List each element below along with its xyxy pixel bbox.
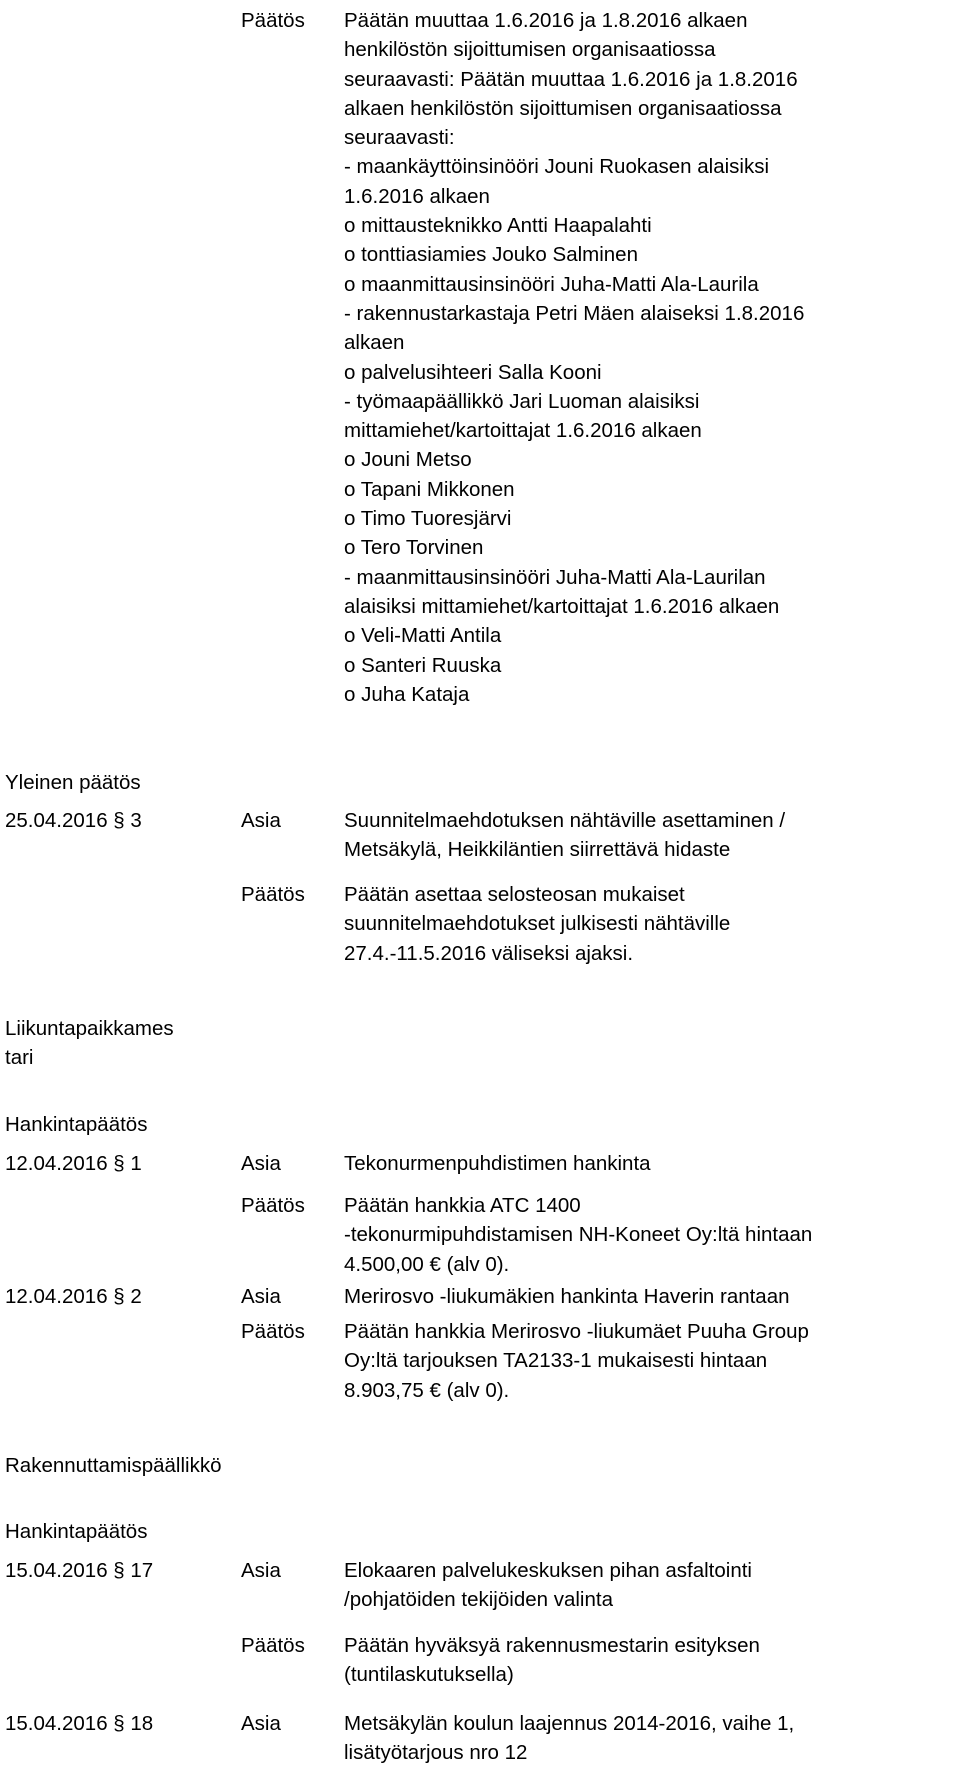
entry-text	[344, 1149, 944, 1178]
text-line: 1.6.2016 alkaen	[344, 184, 490, 208]
text-line: o Timo Tuoresjärvi	[344, 507, 512, 531]
entry-label: Päätös	[241, 1634, 305, 1657]
entry-label: Asia	[241, 1152, 281, 1175]
entry-text	[344, 1317, 944, 1405]
text-line: suunnitelmaehdotukset julkisesti nähtäville	[344, 912, 731, 936]
section-heading: Hankintapäätös	[5, 1520, 148, 1543]
text-line: o palvelusihteeri Salla Kooni	[344, 360, 602, 384]
entry-text	[344, 1631, 944, 1690]
entry-text	[344, 1282, 944, 1311]
text-line: alkaen henkilöstön sijoittumisen organisaatiossa	[344, 96, 782, 120]
entry-label: Asia	[241, 809, 281, 832]
text-line: o maanmittausinsinööri Juha-Matti Ala-Laurila	[344, 272, 759, 296]
text-line: 27.4.-11.5.2016 väliseksi ajaksi.	[344, 941, 634, 965]
entry-text	[344, 1556, 944, 1615]
entry-label: Päätös	[241, 9, 305, 32]
text-line: Tekonurmenpuhdistimen hankinta	[344, 1152, 651, 1175]
text-line: - rakennustarkastaja Petri Mäen alaiseksi 1.8.2016	[344, 301, 805, 325]
text-line: (tuntilaskutuksella)	[344, 1663, 514, 1687]
text-line: o Tero Torvinen	[344, 536, 484, 560]
text-line: - työmaapäällikkö Jari Luoman alaisiksi	[344, 389, 700, 413]
section-heading: Yleinen päätös	[5, 771, 141, 794]
entry-text	[344, 6, 944, 709]
text-line: o Juha Kataja	[344, 682, 470, 706]
text-line: Päätän asettaa selosteosan mukaiset	[344, 883, 685, 906]
entry-label: Päätös	[241, 883, 305, 906]
entry-label: Asia	[241, 1559, 281, 1582]
entry-text	[344, 880, 944, 968]
entry-label: Asia	[241, 1285, 281, 1308]
text-line: Päätän hyväksyä rakennusmestarin esityksen	[344, 1634, 760, 1657]
entry-date: 12.04.2016 § 2	[5, 1285, 142, 1308]
text-line: alaisiksi mittamiehet/kartoittajat 1.6.2016 alkaen	[344, 594, 780, 618]
section-title-line: Liikuntapaikkames	[5, 1017, 174, 1040]
entry-label: Asia	[241, 1712, 281, 1735]
text-line: Oy:ltä tarjouksen TA2133-1 mukaisesti hintaan	[344, 1349, 768, 1373]
text-line: seuraavasti:	[344, 126, 455, 150]
text-line: 4.500,00 € (alv 0).	[344, 1252, 510, 1276]
text-line: o Veli-Matti Antila	[344, 624, 502, 648]
text-line: Päätän muuttaa 1.6.2016 ja 1.8.2016 alkaen	[344, 9, 748, 32]
section-title	[5, 1014, 174, 1073]
text-line: -tekonurmipuhdistamisen NH-Koneet Oy:ltä hintaan	[344, 1223, 813, 1247]
text-line: Suunnitelmaehdotuksen nähtäville asettaminen /	[344, 809, 786, 832]
entry-label: Päätös	[241, 1194, 305, 1217]
text-line: Metsäkylän koulun laajennus 2014-2016, vaihe 1,	[344, 1712, 795, 1735]
text-line: lisätyötarjous nro 12	[344, 1741, 528, 1765]
entry-text	[344, 1709, 944, 1768]
text-line: /pohjatöiden tekijöiden valinta	[344, 1588, 613, 1612]
text-line: o tonttiasiamies Jouko Salminen	[344, 243, 638, 267]
text-line: mittamiehet/kartoittajat 1.6.2016 alkaen	[344, 419, 702, 443]
text-line: henkilöstön sijoittumisen organisaatiossa	[344, 38, 716, 62]
text-line: - maankäyttöinsinööri Jouni Ruokasen alaisiksi	[344, 155, 770, 179]
text-line: seuraavasti: Päätän muuttaa 1.6.2016 ja 1.8.2016	[344, 67, 798, 91]
section-title-line: tari	[5, 1046, 34, 1070]
section-heading: Hankintapäätös	[5, 1113, 148, 1136]
section-title: Rakennuttamispäällikkö	[5, 1454, 222, 1477]
text-line: o Jouni Metso	[344, 448, 472, 472]
entry-date: 15.04.2016 § 17	[5, 1559, 154, 1582]
text-line: o Tapani Mikkonen	[344, 477, 515, 501]
text-line: alkaen	[344, 331, 405, 355]
text-line: o mittausteknikko Antti Haapalahti	[344, 214, 652, 238]
text-line: Metsäkylä, Heikkiläntien siirrettävä hidaste	[344, 838, 731, 862]
entry-label: Päätös	[241, 1320, 305, 1343]
entry-date: 25.04.2016 § 3	[5, 809, 142, 832]
entry-text	[344, 1191, 944, 1279]
text-line: Merirosvo -liukumäkien hankinta Haverin rantaan	[344, 1285, 790, 1308]
entry-text	[344, 806, 944, 865]
text-line: Päätän hankkia ATC 1400	[344, 1194, 581, 1217]
text-line: o Santeri Ruuska	[344, 653, 502, 677]
entry-date: 15.04.2016 § 18	[5, 1712, 154, 1735]
text-line: Päätän hankkia Merirosvo -liukumäet Puuha Group	[344, 1320, 809, 1343]
text-line: - maanmittausinsinööri Juha-Matti Ala-Laurilan	[344, 565, 766, 589]
text-line: 8.903,75 € (alv 0).	[344, 1378, 510, 1402]
text-line: Elokaaren palvelukeskuksen pihan asfaltointi	[344, 1559, 752, 1582]
entry-date: 12.04.2016 § 1	[5, 1152, 142, 1175]
